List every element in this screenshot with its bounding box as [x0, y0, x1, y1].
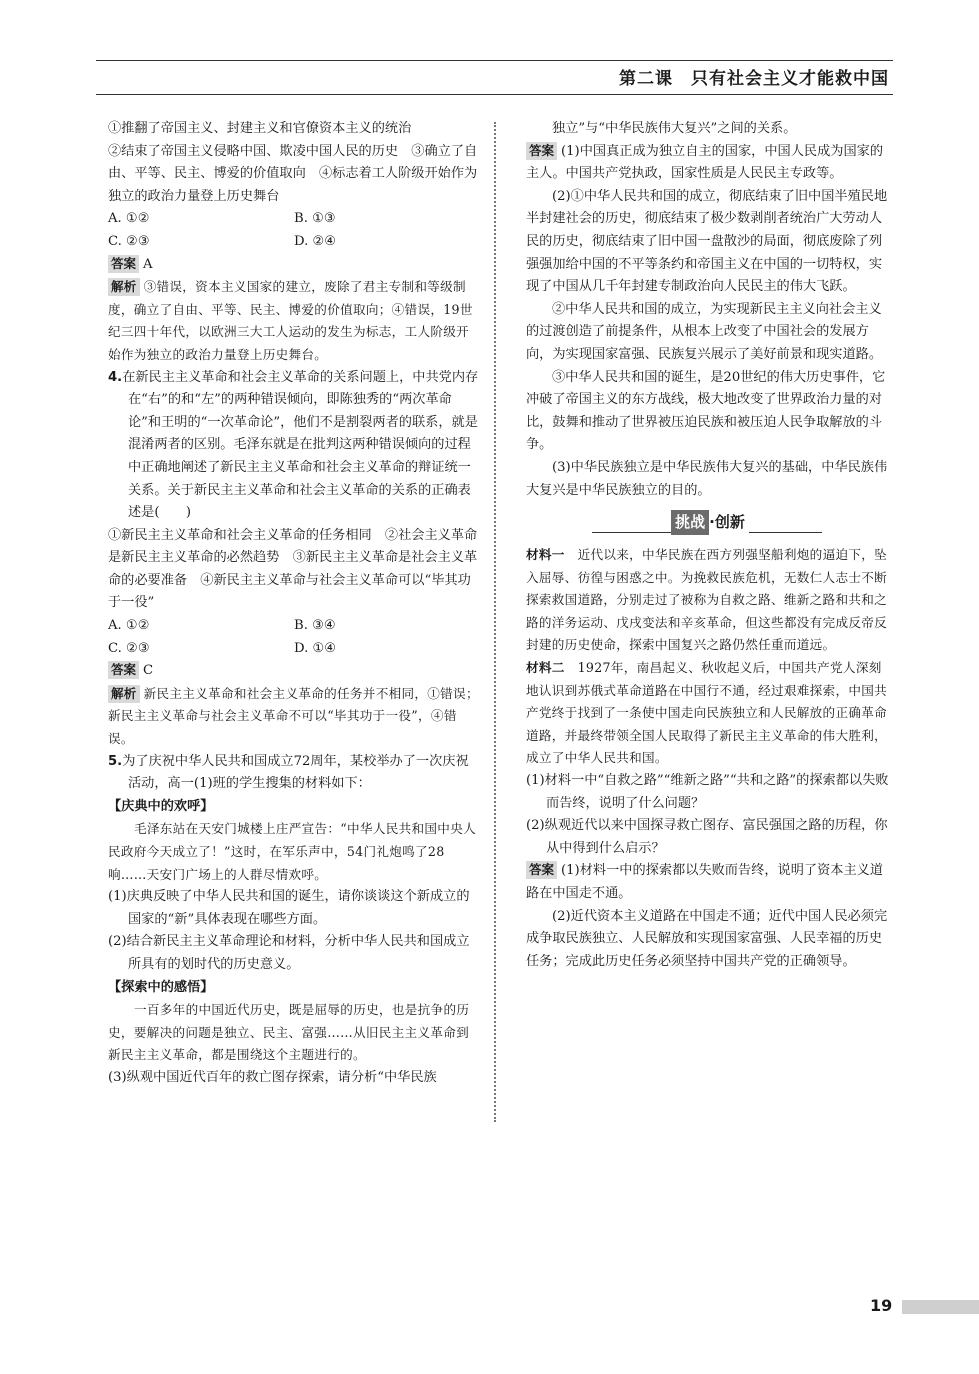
answer-tag: 答案: [108, 661, 139, 679]
q5-subquestion-3: (3)纵观中国近代百年的救亡图存探索，请分析“中华民族: [108, 1069, 437, 1085]
q3-options-row2: [108, 231, 480, 254]
q3-option-d: D. ②④: [294, 233, 337, 249]
q3-statement-1: ①推翻了帝国主义、封建主义和官僚资本主义的统治: [108, 121, 412, 136]
page-header-title: 第二课 只有社会主义才能救中国: [619, 69, 889, 89]
q5-section-heading-2: 【探索中的感悟】: [108, 979, 214, 995]
challenge-answer-1: [526, 860, 894, 905]
q4-explanation: [108, 683, 480, 751]
q3-answer-value: A: [143, 256, 153, 272]
column-divider: [494, 122, 496, 1122]
q5-stem: [108, 751, 480, 796]
q4-statements: ①新民主主义革命和社会主义革命的任务相同 ②社会主义革命是新民主主义革命的必然趋势 ③新民主主义革命是社会主义革命的必要准备 ④新民主主义革命与社会主义革命可以“毕其功于一役”: [108, 527, 478, 611]
q3-option-c: C. ②③: [108, 233, 150, 249]
q5-answer-1: [526, 141, 894, 186]
q4-option-c: C. ②③: [108, 640, 150, 656]
material-1-text: 近代以来，中华民族在西方列强坚船利炮的逼迫下，坠入屈辱、彷徨与困惑之中。为挽救民族危机，无数仁人志士不断探索救国道路，分别走过了被称为自救之路、维新之路和共和之路的洋务运动、戊戌变法和辛亥革命，但这些都没有完成反帝反封建的历史使命，探索中国复兴之路仍然任重而道远。: [526, 547, 888, 653]
q4-number: 4.: [108, 369, 123, 385]
header-top-rule: [96, 60, 893, 61]
q5-number: 5.: [108, 753, 123, 769]
q4-answer: [108, 660, 480, 683]
material-2: [526, 657, 894, 770]
q5-subquestion-1: (1)庆典反映了中华人民共和国的诞生，请你谈谈这个新成立的国家的“新”具体表现在哪些方面。: [108, 889, 470, 927]
q3-options-row1: [108, 208, 480, 231]
q3-answer: [108, 254, 480, 277]
explanation-tag: 解析: [108, 278, 140, 296]
answer-tag: 答案: [526, 142, 557, 160]
challenge-answer-1-text: (1)材料一中的探索都以失败而告终，说明了资本主义道路在中国走不通。: [526, 863, 884, 901]
challenge-section-heading: [526, 510, 894, 540]
challenge-box-label: 挑战: [671, 510, 709, 535]
q4-stem: [108, 367, 480, 525]
material-1: [526, 544, 894, 657]
left-column: [108, 118, 480, 1090]
q3-option-a: A. ①②: [108, 211, 150, 227]
q5-stem-text: 为了庆祝中华人民共和国成立72周年，某校举办了一次庆祝活动，高一(1)班的学生搜集的材料如下：: [122, 753, 469, 792]
page-number-bar: [902, 1300, 979, 1314]
q5-material-1: 毛泽东站在天安门城楼上庄严宣告：“中华人民共和国中央人民政府今天成立了！”这时，在军乐声中，54门礼炮鸣了28响……天安门广场上的人群尽情欢呼。: [108, 821, 476, 882]
q4-option-d: D. ①④: [294, 640, 337, 656]
q3-explanation: [108, 276, 480, 366]
q4-option-b: B. ③④: [294, 618, 336, 634]
challenge-question-1: (1)材料一中“自救之路”“维新之路”“共和之路”的探索都以失败而告终，说明了什么问题？: [526, 773, 889, 811]
q5-answer-3: (3)中华民族独立是中华民族伟大复兴的基础，中华民族伟大复兴是中华民族独立的目的。: [526, 459, 888, 498]
q3-statement-2: ②结束了帝国主义侵略中国、欺凌中国人民的历史 ③确立了自由、平等、民主、博爱的价值取向 ④标志着工人阶级开始作为独立的政治力量登上历史舞台: [108, 143, 478, 204]
q5-answer-1-text: (1)中国真正成为独立自主的国家，中国人民成为国家的主人。中国共产党执政，国家性质是人民民主专政等。: [526, 143, 884, 182]
q4-stem-text: 在新民主主义革命和社会主义革命的关系问题上，中共党内存在“右”的和“左”的两种错误倾向，即陈独秀的“两次革命论”和王明的“一次革命论”，他们不是割裂两者的联系，就是混淆两者的区别。毛泽东就是在批判这两种错误倾向的过程中正确地阐述了新民主主义革命和社会主义革命的辩证统一关系。关于新民主主义革命和社会主义革命的关系的正确表述是( ): [122, 369, 479, 521]
q4-options-row1: [108, 615, 480, 638]
q4-explanation-text: 新民主主义革命和社会主义革命的任务并不相同，①错误；新民主主义革命与社会主义革命不可以“毕其功于一役”，④错误。: [108, 685, 479, 747]
right-column: [526, 118, 894, 973]
material-2-text: 1927年，南昌起义、秋收起义后，中国共产党人深刻地认识到苏俄式革命道路在中国行不通，经过艰难探索，中国共产党终于找到了一条使中国走向民族独立和人民解放的正确革命道路，并最终带领全国人民取得了新民主主义革命的伟大胜利，成立了中华人民共和国。: [526, 660, 888, 766]
q5-subquestion-2: (2)结合新民主主义革命理论和材料，分析中华人民共和国成立所具有的划时代的历史意义。: [108, 934, 470, 972]
q4-option-a: A. ①②: [108, 618, 150, 634]
challenge-answer-2: (2)近代资本主义道路在中国走不通；近代中国人民必须完成争取民族独立、人民解放和实现国家富强、人民幸福的历史任务；完成此历史任务必须坚持中国共产党的正确领导。: [526, 908, 888, 969]
q5-subquestion-3-continued: 独立”与“中华民族伟大复兴”之间的关系。: [552, 121, 797, 136]
page-number: 19: [870, 1296, 893, 1315]
q5-answer-2-part-2: ②中华人民共和国的成立，为实现新民主主义向社会主义的过渡创造了前提条件，从根本上改变了中国社会的发展方向，为实现国家富强、民族复兴展示了美好前景和现实道路。: [526, 301, 883, 362]
q3-explanation-text: ③错误，资本主义国家的建立，废除了君主专制和等级制度，确立了自由、平等、民主、博爱的价值取向；④错误，19世纪三四十年代，以欧洲三大工人运动的发生为标志，工人阶级开始作为独立的政治力量登上历史舞台。: [108, 279, 473, 362]
q4-answer-value: C: [143, 663, 154, 679]
q5-section-heading-1: 【庆典中的欢呼】: [108, 798, 214, 814]
explanation-tag: 解析: [108, 685, 140, 703]
challenge-heading-text: ·创新: [709, 511, 749, 534]
q5-answer-2-part-3: ③中华人民共和国的诞生，是20世纪的伟大历史事件，它冲破了帝国主义的东方战线，极大地改变了世界政治力量的对比，鼓舞和推动了世界被压迫民族和被压迫人民争取解放的斗争。: [526, 369, 886, 453]
material-1-tag: 材料一: [526, 547, 565, 563]
q5-answer-2-part-1: (2)①中华人民共和国的成立，彻底结束了旧中国半殖民地半封建社会的历史，彻底结束了极少数剥削者统治广大劳动人民的历史，彻底结束了旧中国一盘散沙的局面，彻底废除了列强强加给中国的不平等条约和帝国主义在中国的一切特权，实现了中国从几千年封建专制政治向人民民主的伟大飞跃。: [526, 188, 888, 295]
q3-option-b: B. ①③: [294, 211, 336, 227]
q5-material-2: 一百多年的中国近代历史，既是屈辱的历史，也是抗争的历史，要解决的问题是独立、民主、富强……从旧民主主义革命到新民主主义革命，都是围绕这个主题进行的。: [108, 1002, 470, 1063]
material-2-tag: 材料二: [526, 660, 565, 676]
q4-options-row2: [108, 638, 480, 661]
header-bottom-rule: [96, 94, 893, 95]
challenge-question-2: (2)纵观近代以来中国探寻救亡图存、富民强国之路的历程，你从中得到什么启示？: [526, 818, 888, 856]
answer-tag: 答案: [526, 861, 557, 879]
answer-tag: 答案: [108, 255, 139, 273]
